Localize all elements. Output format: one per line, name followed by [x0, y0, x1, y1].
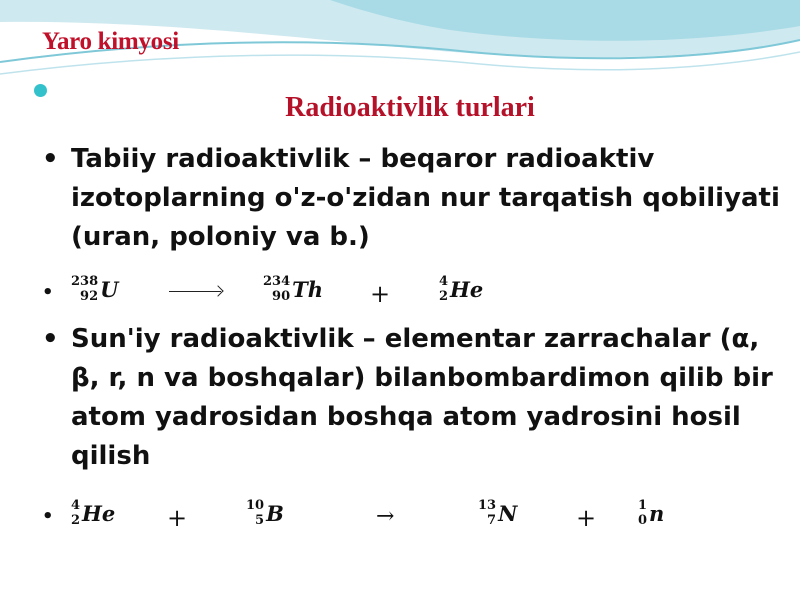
bullet-marker: • — [42, 282, 54, 303]
isotope-helium — [71, 498, 115, 528]
atomic-number: 7 — [487, 513, 497, 528]
atomic-number: 90 — [272, 289, 291, 304]
bullet-text: Sun'iy radioaktivlik – elementar zarrachalar (α, β, r, n va boshqalar) bilanbombardimon qilib bir atom yadrosidan boshqa atom yadrosini hosil qilish — [71, 324, 773, 471]
particle-symbol: n — [649, 500, 665, 526]
bullet-marker: • — [42, 144, 59, 174]
element-symbol: U — [100, 276, 119, 302]
bullet-natural-radioactivity — [42, 140, 782, 257]
element-symbol: Th — [292, 276, 324, 302]
mass-number: 10 — [246, 498, 265, 513]
atomic-number: 92 — [80, 289, 99, 304]
reaction-arrow — [169, 291, 221, 292]
mass-number: 4 — [71, 498, 81, 513]
bullet-marker: • — [42, 506, 54, 527]
mass-number: 234 — [263, 274, 291, 289]
atomic-number: 2 — [71, 513, 81, 528]
isotope-boron — [246, 498, 284, 528]
element-symbol: N — [498, 500, 518, 526]
atomic-number: 2 — [439, 289, 449, 304]
reaction-arrow: → — [376, 504, 395, 529]
isotope-uranium — [71, 274, 118, 304]
element-symbol: He — [82, 500, 116, 526]
element-symbol: He — [450, 276, 484, 302]
bullet-text: Tabiiy radioaktivlik – beqaror radioaktiv izotoplarning o'z-o'zidan nur tarqatish qobiliyati (uran, poloniy va b.) — [71, 144, 780, 252]
element-symbol: B — [266, 500, 284, 526]
mass-number: 238 — [71, 274, 99, 289]
bullet-marker: • — [42, 324, 59, 354]
isotope-helium — [439, 274, 483, 304]
header-title: Yaro kimyosi — [42, 28, 179, 55]
mass-number: 13 — [478, 498, 497, 513]
atomic-number: 0 — [638, 513, 648, 528]
neutron — [638, 498, 664, 528]
isotope-thorium — [263, 274, 323, 304]
isotope-nitrogen — [478, 498, 517, 528]
plus-sign: + — [576, 504, 597, 532]
bullet-artificial-radioactivity — [42, 320, 782, 476]
mass-number: 4 — [439, 274, 449, 289]
equation-boron-reaction — [42, 498, 742, 538]
plus-sign: + — [167, 504, 188, 532]
equation-uranium-decay — [42, 274, 562, 314]
mass-number: 1 — [638, 498, 648, 513]
atomic-number: 5 — [255, 513, 265, 528]
plus-sign: + — [370, 280, 391, 308]
slide-title: Radioaktivlik turlari — [285, 92, 535, 123]
